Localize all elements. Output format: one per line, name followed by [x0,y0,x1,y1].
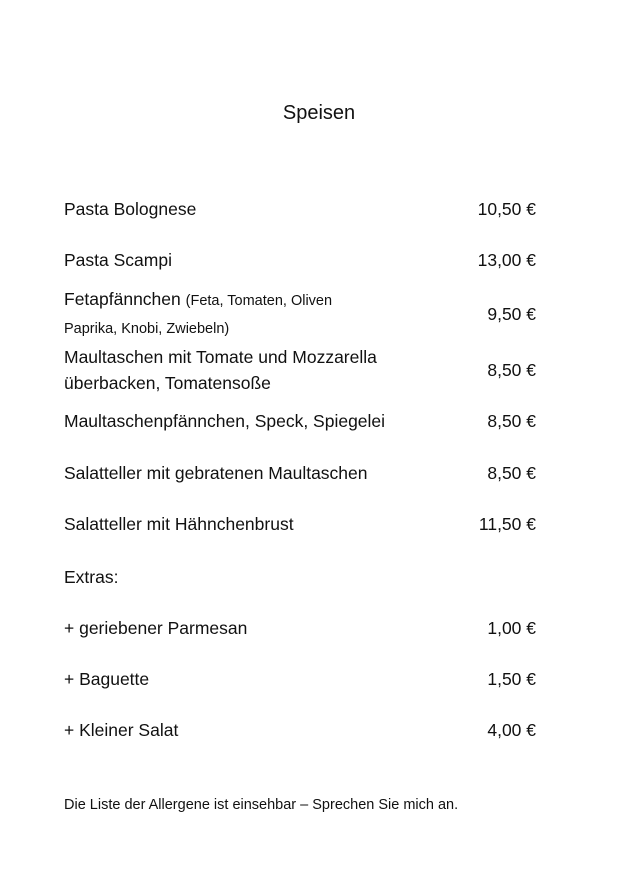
item-name: + geriebener Parmesan [64,618,248,638]
extras-heading: Extras: [64,567,119,587]
item-price: 8,50 € [487,411,536,431]
extra-item [64,615,536,641]
menu-item [64,408,536,434]
item-name: Salatteller mit Hähnchenbrust [64,514,294,534]
item-price: 8,50 € [487,360,536,380]
item-price: 13,00 € [477,250,536,270]
item-name-line: Maultaschen mit Tomate und Mozzarella [64,347,377,367]
item-price: 8,50 € [487,463,536,483]
extra-item [64,717,536,743]
extra-item [64,666,536,692]
item-price: 1,50 € [487,669,536,689]
item-note: (Feta, Tomaten, Oliven [185,293,333,309]
item-name: Salatteller mit gebratenen Maultaschen [64,463,368,483]
menu-item [64,344,536,396]
item-note: Paprika, Knobi, Zwiebeln) [64,321,230,337]
item-price: 11,50 € [478,514,536,534]
item-name: Pasta Scampi [64,250,172,270]
item-price: 9,50 € [487,304,536,324]
item-name [64,344,487,396]
item-name: Maultaschenpfännchen, Speck, Spiegelei [64,411,386,431]
menu-item [64,511,536,537]
item-price: 1,00 € [487,618,536,638]
item-name-main: Fetapfännchen [64,289,181,309]
item-name-line: überbacken, Tomatensoße [64,373,271,393]
menu-item [64,286,536,342]
menu-item [64,460,536,486]
item-name: Pasta Bolognese [64,199,197,219]
item-price: 10,50 € [477,199,536,219]
menu-item [64,196,536,222]
page-title: Speisen [282,102,356,124]
menu-item [64,247,536,273]
item-price: 4,00 € [487,720,536,740]
allergen-note: Die Liste der Allergene ist einsehbar – Sprechen Sie mich an. [64,797,459,813]
item-name [64,286,487,342]
item-name: + Kleiner Salat [64,720,179,740]
item-name: + Baguette [64,669,150,689]
